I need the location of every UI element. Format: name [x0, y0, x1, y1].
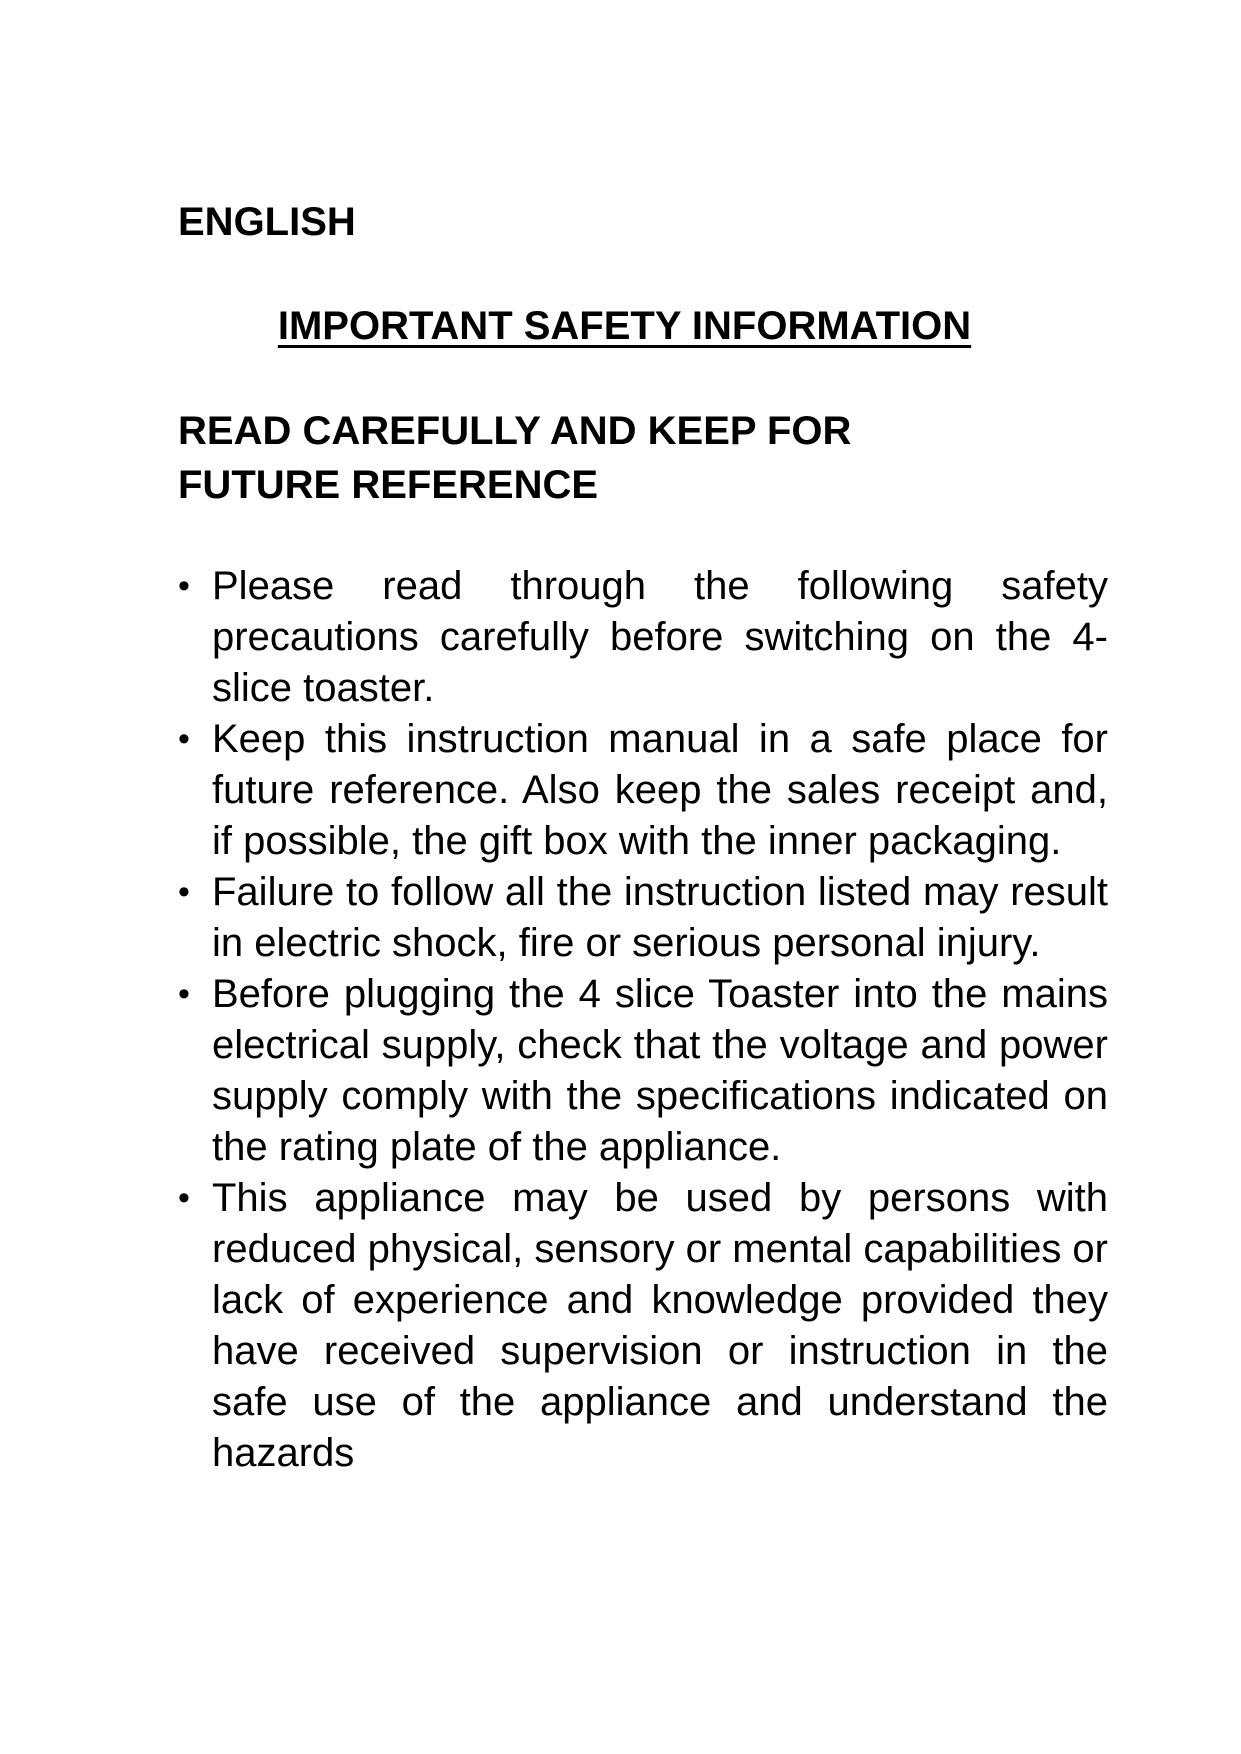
list-item	[178, 969, 1108, 1173]
list-item-text: This appliance may be used by persons with reduced physical, sensory or mental capabilities or lack of experience and knowledge provided they have received supervision or instruction in the safe use of the appliance and understand the hazards	[212, 1176, 1108, 1475]
list-item-text: Please read through the following safety precautions carefully before switching on the 4-slice toaster.	[212, 564, 1108, 710]
read-instruction: READ CAREFULLY AND KEEP FOR FUTURE REFERENCE	[178, 409, 852, 507]
safety-list	[178, 561, 1108, 1479]
safety-title-text: IMPORTANT SAFETY INFORMATION	[277, 304, 972, 348]
bullet-icon: •	[178, 1179, 190, 1217]
list-item	[178, 1173, 1108, 1479]
list-item-text: Before plugging the 4 slice Toaster into the mains electrical supply, check that the voltage and power supply comply with the specifications indicated on the rating plate of the appliance.	[212, 972, 1108, 1169]
language-heading: ENGLISH	[178, 200, 356, 244]
bullet-icon: •	[178, 975, 190, 1013]
safety-title	[0, 300, 1241, 352]
bullet-icon: •	[178, 873, 190, 911]
list-item	[178, 561, 1108, 714]
bullet-icon: •	[178, 720, 190, 758]
list-item	[178, 867, 1108, 969]
bullet-icon: •	[178, 567, 190, 605]
list-item	[178, 714, 1108, 867]
list-item-text: Keep this instruction manual in a safe place for future reference. Also keep the sales receipt and, if possible, the gift box with the inner packaging.	[212, 717, 1108, 863]
list-item-text: Failure to follow all the instruction listed may result in electric shock, fire or serious personal injury.	[212, 870, 1108, 965]
